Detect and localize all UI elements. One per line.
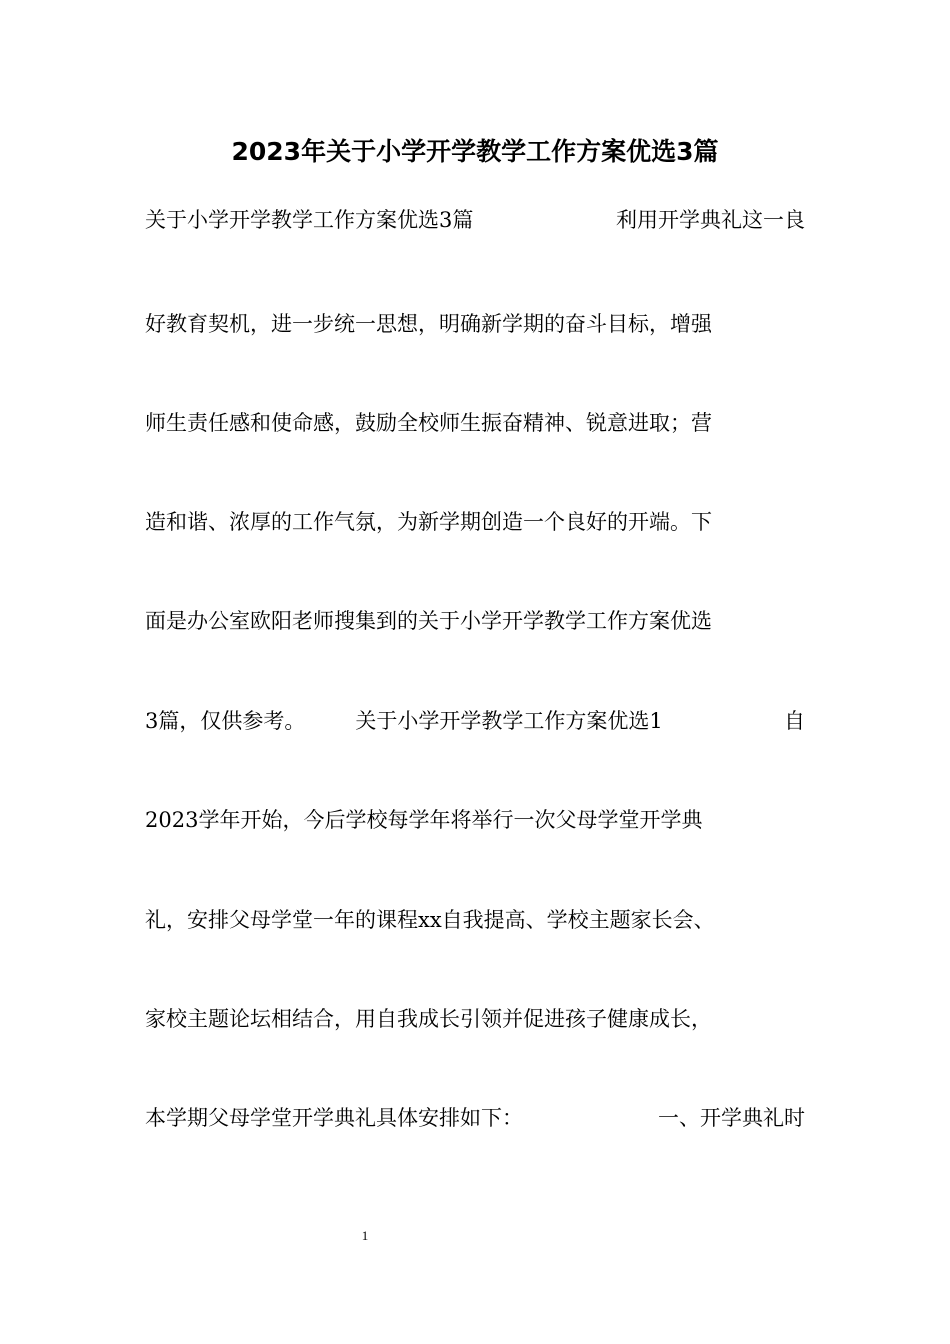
line-6-segment-2: 关于小学开学教学工作方案优选1 [355, 709, 663, 733]
line-5-text: 面是办公室欧阳老师搜集到的关于小学开学教学工作方案优选 [145, 609, 712, 633]
line-7-text: 2023学年开始，今后学校每学年将举行一次父母学堂开学典 [145, 808, 703, 832]
paragraph-line-9 [145, 1004, 805, 1034]
page-number: 1 [361, 1228, 369, 1243]
line-1-segment-2: 利用开学典礼这一良 [616, 208, 805, 232]
document-title: 2023年关于小学开学教学工作方案优选3篇 [231, 137, 719, 166]
line-10-segment-1: 本学期父母学堂开学典礼具体安排如下： [145, 1106, 523, 1130]
paragraph-line-7 [145, 805, 805, 835]
line-6-segment-3: 自 [784, 709, 805, 733]
line-4-text: 造和谐、浓厚的工作气氛，为新学期创造一个良好的开端。下 [145, 510, 712, 534]
line-8-text: 礼，安排父母学堂一年的课程xx自我提高、学校主题家长会、 [145, 908, 715, 932]
paragraph-line-8 [145, 905, 805, 935]
paragraph-line-4 [145, 507, 805, 537]
line-3-text: 师生责任感和使命感，鼓励全校师生振奋精神、锐意进取；营 [145, 411, 712, 435]
paragraph-line-5 [145, 606, 805, 636]
paragraph-line-3 [145, 408, 805, 438]
line-2-text: 好教育契机，进一步统一思想，明确新学期的奋斗目标，增强 [145, 312, 712, 336]
line-1-segment-1: 关于小学开学教学工作方案优选3篇 [145, 208, 474, 232]
paragraph-line-10 [145, 1103, 805, 1133]
paragraph-line-6 [145, 706, 805, 736]
line-6-segment-1: 3篇，仅供参考。 [145, 709, 306, 733]
line-10-segment-2: 一、开学典礼时 [658, 1106, 805, 1130]
paragraph-line-2 [145, 309, 805, 339]
paragraph-line-1 [145, 205, 805, 235]
line-9-text: 家校主题论坛相结合，用自我成长引领并促进孩子健康成长， [145, 1007, 712, 1031]
